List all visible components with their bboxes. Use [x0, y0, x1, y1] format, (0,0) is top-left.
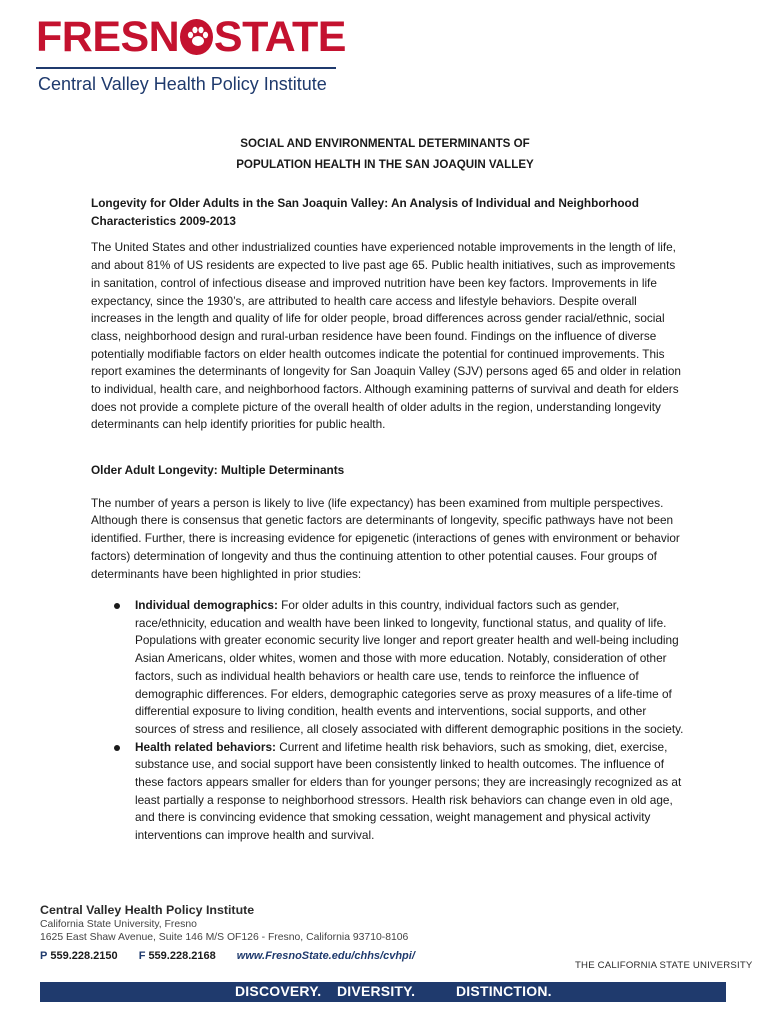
body-paragraph: The number of years a person is likely to live (life expectancy) has been examined from multiple perspectives. Although there is consensus that genetic factors are determinants of longevity, specific pathways have not been identified. Further, there is increasing evidence for epigenetic (interactions of genes with environment or behavior factors) determination of longevity and thus the continuing attention to other potential causes. Four groups of determinants have been highlighted in prior studies:	[91, 495, 680, 581]
logo-subtitle: Central Valley Health Policy Institute	[38, 74, 327, 94]
bullet-icon	[114, 603, 120, 609]
logo-wordmark	[36, 14, 346, 60]
list-item	[114, 739, 686, 845]
list-item-text: For older adults in this country, individual factors such as gender, race/ethnicity, education and wealth have been linked to longevity, functional status, and quality of life. Populations with greater economic security live longer and report greater health and well-being including Asian Americans, older whites, women and those with more education. Notably, consideration of other factors, such as individual health behaviors or health care use, tends to reinforce the influence of demographic differences. For elders, demographic categories serve as proxy measures of a life-time of differential exposure to living condition, health events and interventions, social supports, and other sources of stress and resilience, all closely associated with different demographic positions in the society.	[135, 598, 684, 736]
document-title-line2: POPULATION HEALTH IN THE SAN JOAQUIN VALLEY	[236, 158, 534, 171]
banner-item: DISCOVERY.	[235, 983, 322, 999]
fresno-state-logo	[36, 14, 346, 94]
section-heading: Older Adult Longevity: Multiple Determinants	[91, 463, 345, 477]
document-title-line1: SOCIAL AND ENVIRONMENTAL DETERMINANTS OF	[240, 137, 530, 150]
banner-item: DIVERSITY.	[337, 983, 416, 999]
logo-word-right: STATE	[213, 13, 346, 61]
footer-website-link[interactable]: www.FresnoState.edu/chhs/cvhpi/	[236, 950, 415, 962]
list-item-text: Current and lifetime health risk behaviors, such as smoking, diet, exercise, substance use, and social support have been consistently linked to health outcomes. The influence of these factors appears smaller for elders than for younger persons; they are increasingly recognized as at least partially a response to neighborhood stressors. Health risk behaviors can change even in old age, and there is convincing evidence that smoking cessation, weight management and physical activity interventions can improve health and survival.	[135, 739, 682, 843]
footer-fax: F 559.228.2168	[138, 950, 216, 962]
banner-item: DISTINCTION.	[456, 983, 552, 999]
section-determinants	[91, 462, 683, 583]
list-item-lead: Individual demographics:	[135, 598, 278, 612]
list-item	[114, 597, 686, 739]
list-item-lead: Health related behaviors:	[135, 739, 276, 754]
footer-university: California State University, Fresno	[40, 919, 197, 930]
section-longevity	[91, 195, 683, 434]
determinants-list	[114, 597, 686, 845]
footer-phone: P 559.228.2150	[40, 950, 118, 962]
csu-wordmark: THE CALIFORNIA STATE UNIVERSITY	[575, 960, 753, 971]
bullet-icon	[114, 745, 120, 751]
footer-banner	[40, 982, 726, 1002]
logo-word-left: FRESN	[36, 13, 180, 61]
footer-address: 1625 East Shaw Avenue, Suite 146 M/S OF126 - Fresno, California 93710-8106	[40, 932, 409, 943]
footer-contact	[40, 950, 433, 962]
footer-org-name: Central Valley Health Policy Institute	[40, 903, 255, 917]
page-footer	[40, 903, 740, 962]
logo-divider	[36, 67, 336, 69]
body-paragraph: The United States and other industrialized counties have experienced notable improvements in the length of life, and about 81% of US residents are expected to live past age 65. Public health initiatives, such as improvements in sanitation, control of infectious disease and improved nutrition have been key factors. Improvements in life expectancy, since the 1930’s, are attributed to health care access and lifestyle behaviors. Despite overall increases in the length and quality of life for older people, broad differences across gender racial/ethnic, social class, neighborhood design and rural-urban residence have been found. Findings on the influence of diverse potentially modifiable factors on elder health outcomes indicate the potential for continued improvements. This report examines the determinants of longevity for San Joaquin Valley (SJV) persons aged 65 and older in relation to individual, health care, and neighborhood factors. Although examining patterns of survival and death for elders does not provide a complete picture of the overall health of older adults in the region, understanding longevity determinants can help identify priorities for public health.	[91, 240, 681, 432]
bulldog-paw-icon	[180, 19, 213, 55]
section-heading: Longevity for Older Adults in the San Joaquin Valley: An Analysis of Individual and Neighborhood Characteristics 2009-2013	[91, 196, 639, 228]
